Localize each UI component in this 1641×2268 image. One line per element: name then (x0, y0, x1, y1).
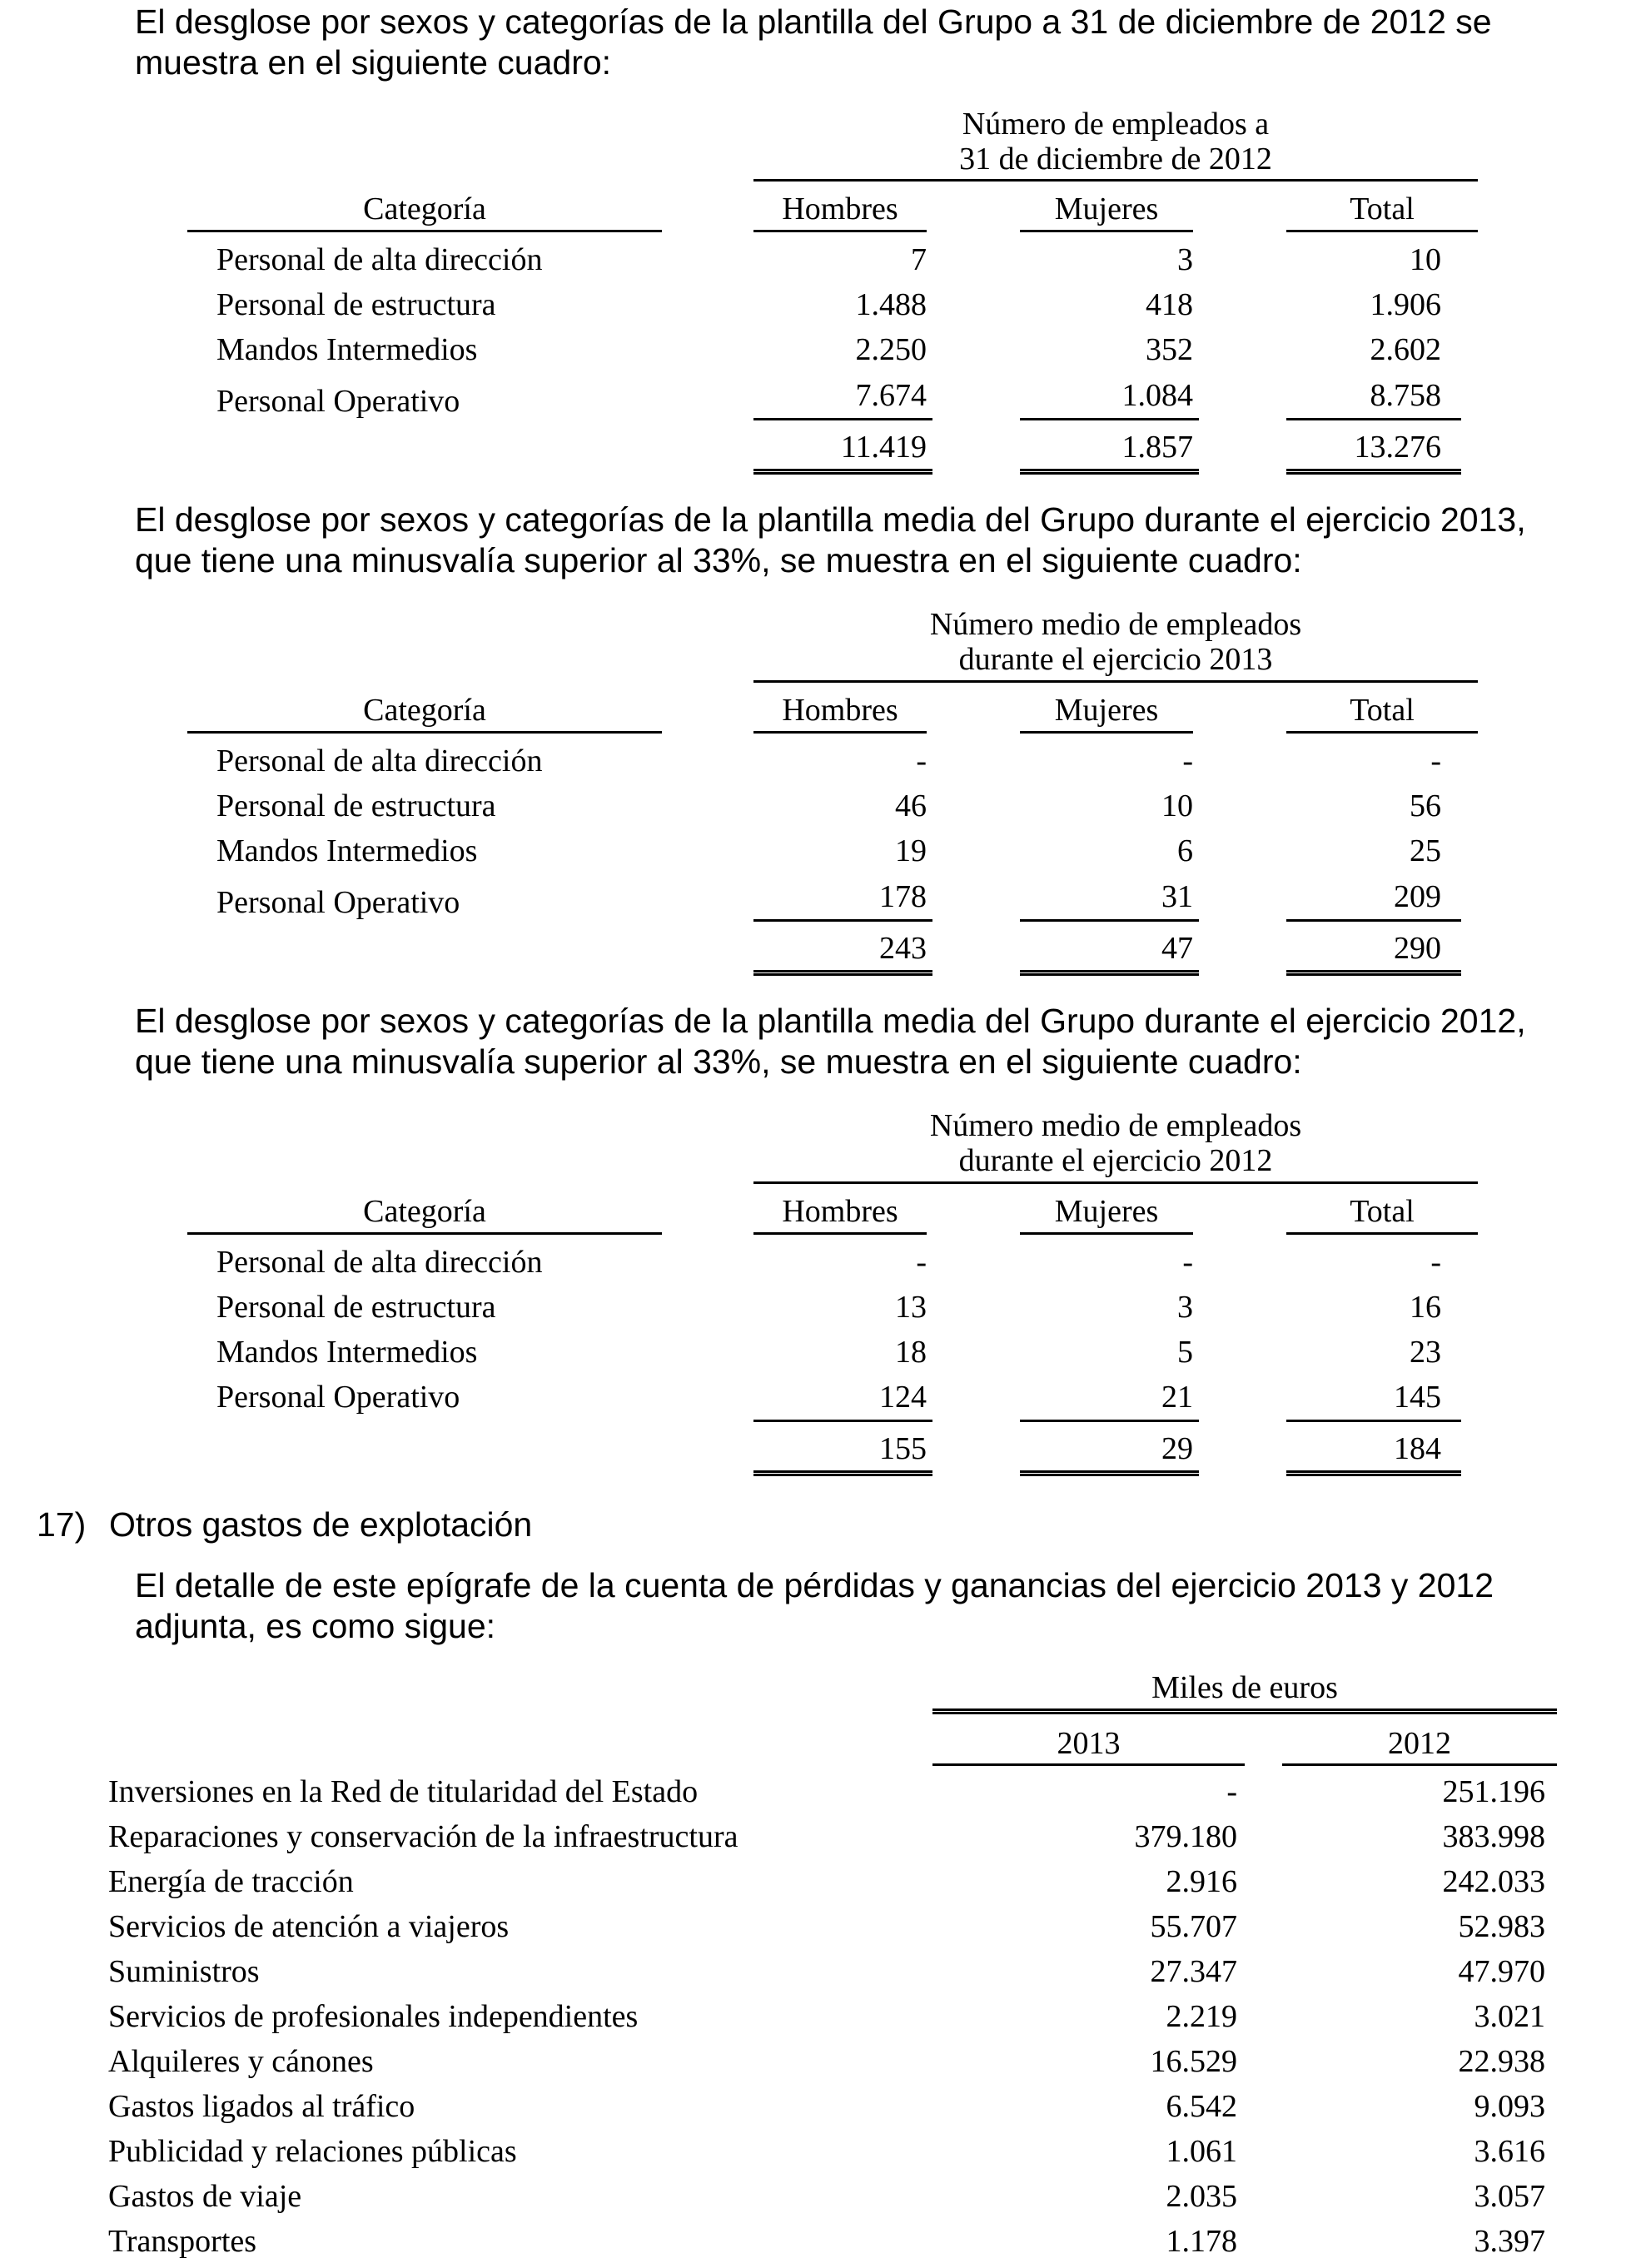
cell-2013: 1.178 (1166, 2224, 1237, 2259)
row-label: Personal de alta dirección (216, 1245, 543, 1280)
cell-2012: 52.983 (1458, 1909, 1545, 1944)
unit-header: Miles de euros (1151, 1670, 1338, 1705)
row-label: Gastos ligados al tráfico (108, 2089, 415, 2124)
column-rule (1286, 731, 1478, 734)
column-rule (753, 731, 927, 734)
subtotal-rule (1020, 919, 1199, 922)
table-header-line: Número de empleados a (962, 107, 1270, 142)
column-header-men: Hombres (782, 693, 898, 728)
row-label: Personal de estructura (216, 788, 496, 823)
total-women: 1.857 (1121, 430, 1193, 465)
intro-line: El desglose por sexos y categorías de la plantilla media del Grupo durante el ejercicio 2013, (135, 500, 1526, 539)
column-rule (753, 230, 927, 232)
cell-2013: 16.529 (1150, 2044, 1237, 2079)
row-label: Mandos Intermedios (216, 833, 478, 868)
cell-women: 3 (1177, 242, 1193, 277)
cell-men: 46 (895, 788, 927, 823)
row-label: Servicios de atención a viajeros (108, 1909, 510, 1944)
cell-total: 23 (1410, 1335, 1441, 1370)
cell-total: 10 (1410, 242, 1441, 277)
intro-line: El desglose por sexos y categorías de la plantilla del Grupo a 31 de diciembre de 2012 se (135, 2, 1492, 41)
total-men: 11.419 (840, 430, 927, 465)
subtotal-rule (1286, 418, 1461, 420)
cell-2012: 251.196 (1442, 1774, 1545, 1809)
cell-total: 2.602 (1370, 332, 1441, 367)
column-rule (1282, 1763, 1557, 1766)
total-women: 47 (1161, 931, 1193, 966)
row-label: Personal Operativo (216, 1380, 460, 1415)
cell-women: 1.084 (1121, 378, 1193, 413)
cell-women: 5 (1177, 1335, 1193, 1370)
intro-paragraph-other-expenses (135, 1565, 1560, 1647)
intro-paragraph-2012-headcount (135, 2, 1560, 83)
double-rule (1020, 469, 1199, 475)
cell-2012: 47.970 (1458, 1954, 1545, 1989)
header-rule (753, 179, 1478, 182)
intro-paragraph-2012-disability (135, 1001, 1560, 1082)
row-label: Personal de alta dirección (216, 744, 543, 778)
row-label: Transportes (108, 2224, 257, 2259)
cell-men: 7 (911, 242, 927, 277)
cell-total: - (1430, 744, 1441, 778)
row-label: Personal de alta dirección (216, 242, 543, 277)
double-rule (753, 970, 932, 976)
column-header-women: Mujeres (1054, 1194, 1159, 1229)
cell-women: 31 (1161, 879, 1193, 914)
cell-total: 25 (1410, 833, 1441, 868)
row-label: Inversiones en la Red de titularidad del Estado (108, 1774, 699, 1809)
table-header-line: Número medio de empleados (929, 607, 1302, 642)
cell-men: - (916, 744, 927, 778)
cell-women: 21 (1161, 1380, 1193, 1415)
subtotal-rule (1020, 1420, 1199, 1422)
column-rule (1020, 1232, 1193, 1235)
cell-2012: 242.033 (1442, 1864, 1545, 1899)
column-header-category: Categoría (363, 1194, 486, 1229)
cell-women: 10 (1161, 788, 1193, 823)
row-label: Mandos Intermedios (216, 1335, 478, 1370)
section-title: Otros gastos de explotación (109, 1505, 533, 1544)
header-rule (753, 1181, 1478, 1184)
cell-women: 352 (1146, 332, 1193, 367)
cell-2012: 3.397 (1474, 2224, 1545, 2259)
cell-men: 7.674 (855, 378, 927, 413)
column-header-category: Categoría (363, 693, 486, 728)
column-header-category: Categoría (363, 191, 486, 226)
column-header-total: Total (1350, 191, 1415, 226)
row-label: Personal Operativo (216, 885, 460, 920)
cell-2012: 383.998 (1442, 1819, 1545, 1854)
cell-2012: 3.616 (1474, 2134, 1545, 2169)
row-label: Gastos de viaje (108, 2179, 302, 2214)
subtotal-rule (753, 418, 932, 420)
subtotal-rule (1020, 418, 1199, 420)
cell-2013: 6.542 (1166, 2089, 1237, 2124)
cell-women: - (1182, 1245, 1193, 1280)
header-double-rule (932, 1708, 1557, 1714)
cell-2013: 55.707 (1150, 1909, 1237, 1944)
column-rule (753, 1232, 927, 1235)
column-header-total: Total (1350, 1194, 1415, 1229)
cell-women: - (1182, 744, 1193, 778)
row-label: Personal de estructura (216, 1290, 496, 1325)
cell-women: 6 (1177, 833, 1193, 868)
row-label: Publicidad y relaciones públicas (108, 2134, 517, 2169)
column-rule (932, 1763, 1245, 1766)
cell-2013: 2.219 (1166, 1999, 1237, 2034)
cell-2012: 3.021 (1474, 1999, 1545, 2034)
table-header-line: Número medio de empleados (929, 1108, 1302, 1143)
column-header-men: Hombres (782, 191, 898, 226)
column-header-2013: 2013 (1057, 1726, 1121, 1761)
row-label: Reparaciones y conservación de la infraestructura (108, 1819, 738, 1854)
cell-total: 209 (1394, 879, 1441, 914)
cell-2012: 9.093 (1474, 2089, 1545, 2124)
total-total: 184 (1394, 1431, 1441, 1466)
double-rule (1020, 970, 1199, 976)
total-total: 290 (1394, 931, 1441, 966)
cell-total: 8.758 (1370, 378, 1441, 413)
cell-2013: 379.180 (1134, 1819, 1237, 1854)
cell-2013: 1.061 (1166, 2134, 1237, 2169)
total-total: 13.276 (1354, 430, 1441, 465)
column-header-total: Total (1350, 693, 1415, 728)
cell-2012: 22.938 (1458, 2044, 1545, 2079)
cell-women: 418 (1146, 287, 1193, 322)
cell-2013: 2.916 (1166, 1864, 1237, 1899)
double-rule (753, 1470, 932, 1476)
row-label: Personal Operativo (216, 384, 460, 419)
cell-men: 124 (879, 1380, 927, 1415)
double-rule (1020, 1470, 1199, 1476)
subtotal-rule (1286, 919, 1461, 922)
intro-paragraph-2013-disability (135, 500, 1560, 581)
intro-line: muestra en el siguiente cuadro: (135, 43, 612, 82)
column-rule (187, 1232, 662, 1235)
column-rule (1020, 230, 1193, 232)
table-header-line: 31 de diciembre de 2012 (959, 142, 1272, 177)
cell-2013: - (1226, 1774, 1237, 1809)
cell-men: 178 (879, 879, 927, 914)
column-header-women: Mujeres (1054, 693, 1159, 728)
table-header-line: durante el ejercicio 2013 (958, 642, 1273, 677)
intro-line: El desglose por sexos y categorías de la plantilla media del Grupo durante el ejercicio 2012, (135, 1002, 1526, 1040)
cell-total: 16 (1410, 1290, 1441, 1325)
intro-line: que tiene una minusvalía superior al 33%, se muestra en el siguiente cuadro: (135, 541, 1302, 579)
column-rule (1020, 731, 1193, 734)
row-label: Alquileres y cánones (108, 2044, 374, 2079)
row-label: Personal de estructura (216, 287, 496, 322)
total-men: 155 (879, 1431, 927, 1466)
intro-line: adjunta, es como sigue: (135, 1607, 496, 1645)
intro-line: que tiene una minusvalía superior al 33%, se muestra en el siguiente cuadro: (135, 1042, 1302, 1081)
column-header-2012: 2012 (1388, 1726, 1451, 1761)
cell-men: - (916, 1245, 927, 1280)
column-rule (1286, 230, 1478, 232)
row-label: Energía de tracción (108, 1864, 354, 1899)
section-number: 17) (37, 1505, 87, 1544)
total-men: 243 (879, 931, 927, 966)
row-label: Suministros (108, 1954, 260, 1989)
cell-men: 1.488 (855, 287, 927, 322)
cell-2012: 3.057 (1474, 2179, 1545, 2214)
column-header-men: Hombres (782, 1194, 898, 1229)
row-label: Servicios de profesionales independientes (108, 1999, 639, 2034)
cell-men: 13 (895, 1290, 927, 1325)
cell-2013: 2.035 (1166, 2179, 1237, 2214)
column-rule (187, 731, 662, 734)
cell-total: 56 (1410, 788, 1441, 823)
subtotal-rule (753, 1420, 932, 1422)
row-label: Mandos Intermedios (216, 332, 478, 367)
column-header-women: Mujeres (1054, 191, 1159, 226)
double-rule (1286, 469, 1461, 475)
intro-line: El detalle de este epígrafe de la cuenta de pérdidas y ganancias del ejercicio 2013 y 2012 (135, 1566, 1494, 1604)
cell-women: 3 (1177, 1290, 1193, 1325)
double-rule (1286, 970, 1461, 976)
double-rule (753, 469, 932, 475)
total-women: 29 (1161, 1431, 1193, 1466)
subtotal-rule (753, 919, 932, 922)
header-rule (753, 680, 1478, 683)
subtotal-rule (1286, 1420, 1461, 1422)
cell-total: 145 (1394, 1380, 1441, 1415)
cell-men: 2.250 (855, 332, 927, 367)
double-rule (1286, 1470, 1461, 1476)
column-rule (1286, 1232, 1478, 1235)
cell-men: 18 (895, 1335, 927, 1370)
cell-men: 19 (895, 833, 927, 868)
column-rule (187, 230, 662, 232)
table-header-line: durante el ejercicio 2012 (958, 1143, 1273, 1178)
cell-2013: 27.347 (1150, 1954, 1237, 1989)
cell-total: - (1430, 1245, 1441, 1280)
cell-total: 1.906 (1370, 287, 1441, 322)
